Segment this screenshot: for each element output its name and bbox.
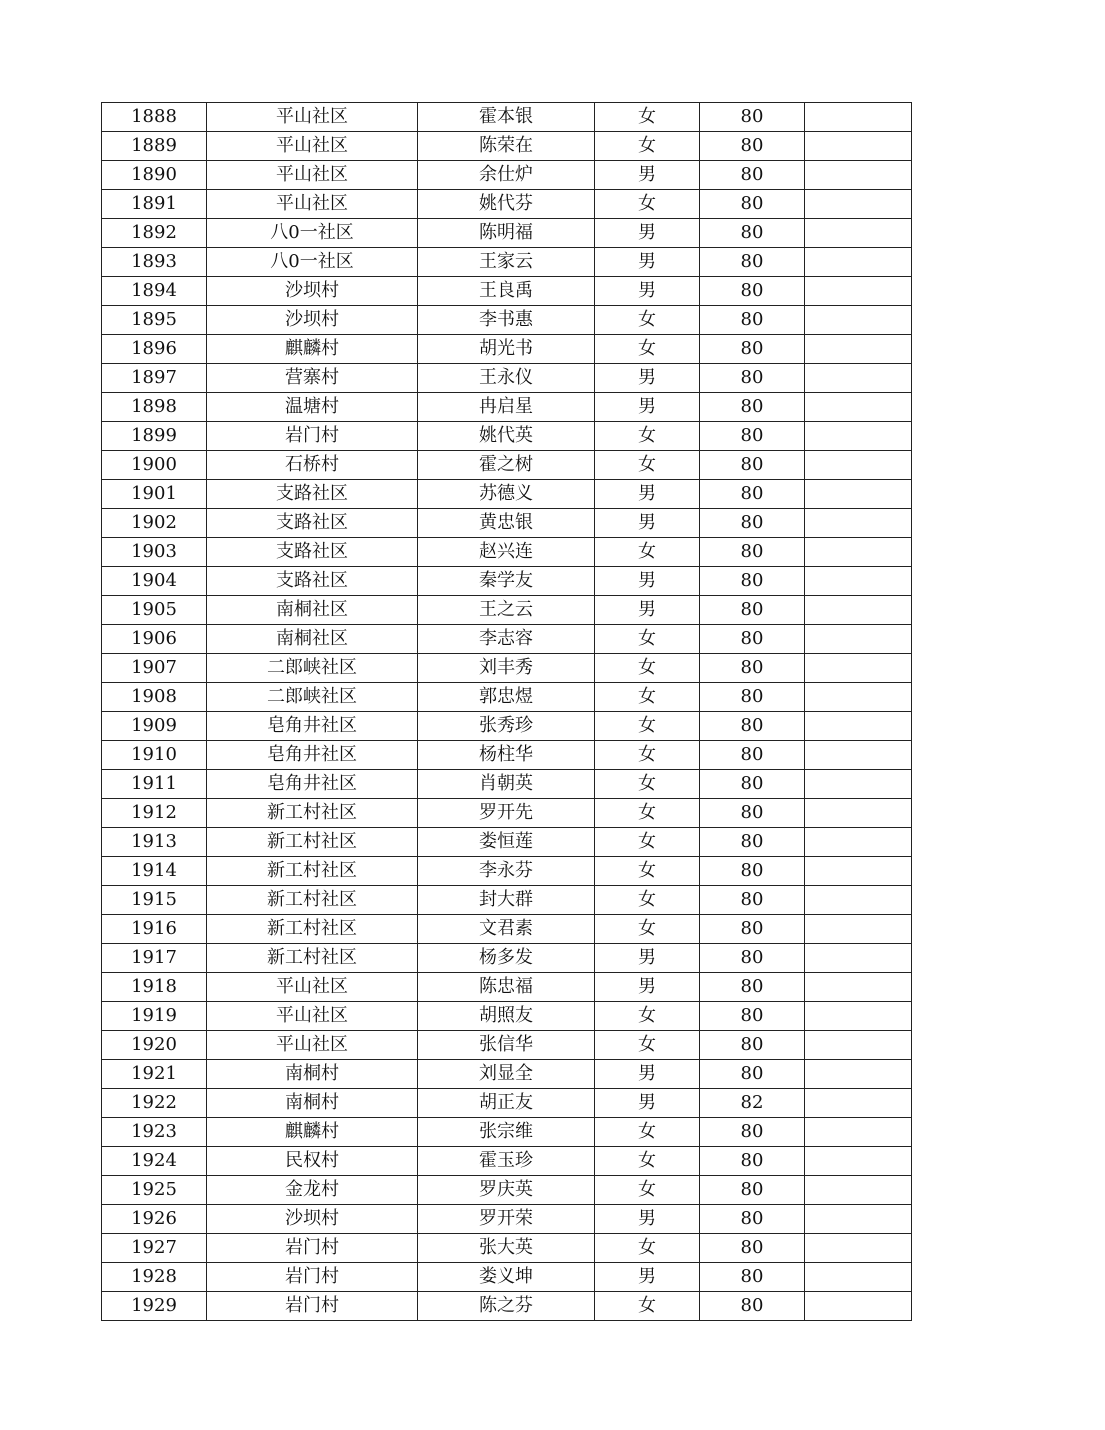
table-row [102, 132, 912, 161]
cell-name: 余仕炉 [418, 161, 595, 190]
cell-community: 石桥村 [207, 451, 418, 480]
cell-serial-number: 1894 [102, 277, 207, 306]
cell-community: 八0一社区 [207, 248, 418, 277]
cell-sex: 男 [595, 161, 700, 190]
cell-sex: 男 [595, 973, 700, 1002]
cell-age: 80 [700, 393, 805, 422]
cell-sex: 女 [595, 770, 700, 799]
cell-sex: 女 [595, 712, 700, 741]
cell-serial-number: 1896 [102, 335, 207, 364]
cell-age: 80 [700, 538, 805, 567]
cell-community: 支路社区 [207, 480, 418, 509]
table-row [102, 248, 912, 277]
cell-age: 80 [700, 973, 805, 1002]
cell-serial-number: 1922 [102, 1089, 207, 1118]
cell-name: 张信华 [418, 1031, 595, 1060]
cell-serial-number: 1916 [102, 915, 207, 944]
cell-name: 杨柱华 [418, 741, 595, 770]
cell-community: 麒麟村 [207, 1118, 418, 1147]
cell-note [805, 1118, 912, 1147]
cell-sex: 女 [595, 335, 700, 364]
cell-age: 80 [700, 857, 805, 886]
cell-name: 苏德义 [418, 480, 595, 509]
cell-serial-number: 1921 [102, 1060, 207, 1089]
cell-note [805, 857, 912, 886]
cell-age: 80 [700, 480, 805, 509]
cell-community: 岩门村 [207, 1292, 418, 1321]
cell-note [805, 190, 912, 219]
table-row [102, 944, 912, 973]
cell-note [805, 132, 912, 161]
cell-age: 80 [700, 422, 805, 451]
cell-community: 平山社区 [207, 161, 418, 190]
cell-sex: 男 [595, 1089, 700, 1118]
cell-community: 平山社区 [207, 132, 418, 161]
cell-serial-number: 1927 [102, 1234, 207, 1263]
cell-name: 王家云 [418, 248, 595, 277]
cell-note [805, 799, 912, 828]
cell-community: 新工村社区 [207, 857, 418, 886]
cell-community: 民权村 [207, 1147, 418, 1176]
cell-note [805, 538, 912, 567]
table-row [102, 1002, 912, 1031]
cell-serial-number: 1918 [102, 973, 207, 1002]
cell-community: 岩门村 [207, 422, 418, 451]
cell-name: 肖朝英 [418, 770, 595, 799]
cell-serial-number: 1924 [102, 1147, 207, 1176]
cell-name: 罗开先 [418, 799, 595, 828]
cell-sex: 男 [595, 1060, 700, 1089]
table-row [102, 190, 912, 219]
cell-note [805, 306, 912, 335]
cell-age: 82 [700, 1089, 805, 1118]
table-row [102, 654, 912, 683]
cell-note [805, 161, 912, 190]
cell-serial-number: 1929 [102, 1292, 207, 1321]
cell-name: 王永仪 [418, 364, 595, 393]
cell-age: 80 [700, 1060, 805, 1089]
cell-note [805, 277, 912, 306]
cell-sex: 男 [595, 219, 700, 248]
cell-age: 80 [700, 306, 805, 335]
cell-community: 平山社区 [207, 1002, 418, 1031]
cell-serial-number: 1910 [102, 741, 207, 770]
cell-name: 杨多发 [418, 944, 595, 973]
cell-name: 张秀珍 [418, 712, 595, 741]
cell-sex: 女 [595, 1292, 700, 1321]
cell-name: 霍玉珍 [418, 1147, 595, 1176]
cell-age: 80 [700, 1147, 805, 1176]
cell-community: 二郎峡社区 [207, 683, 418, 712]
cell-serial-number: 1920 [102, 1031, 207, 1060]
cell-sex: 女 [595, 828, 700, 857]
cell-note [805, 915, 912, 944]
roster-table [101, 102, 912, 1321]
cell-name: 文君素 [418, 915, 595, 944]
cell-age: 80 [700, 277, 805, 306]
cell-note [805, 886, 912, 915]
cell-note [805, 712, 912, 741]
cell-sex: 女 [595, 132, 700, 161]
cell-sex: 女 [595, 422, 700, 451]
table-row [102, 509, 912, 538]
cell-community: 皂角井社区 [207, 712, 418, 741]
cell-sex: 女 [595, 741, 700, 770]
cell-serial-number: 1911 [102, 770, 207, 799]
cell-age: 80 [700, 654, 805, 683]
cell-sex: 女 [595, 190, 700, 219]
cell-community: 支路社区 [207, 567, 418, 596]
cell-community: 平山社区 [207, 1031, 418, 1060]
cell-sex: 女 [595, 1031, 700, 1060]
cell-age: 80 [700, 103, 805, 132]
table-row [102, 1205, 912, 1234]
cell-serial-number: 1906 [102, 625, 207, 654]
cell-note [805, 828, 912, 857]
cell-community: 新工村社区 [207, 886, 418, 915]
cell-name: 胡光书 [418, 335, 595, 364]
cell-community: 营寨村 [207, 364, 418, 393]
cell-serial-number: 1917 [102, 944, 207, 973]
cell-serial-number: 1915 [102, 886, 207, 915]
cell-community: 皂角井社区 [207, 770, 418, 799]
cell-name: 李书惠 [418, 306, 595, 335]
cell-community: 新工村社区 [207, 799, 418, 828]
cell-sex: 女 [595, 538, 700, 567]
table-row [102, 1147, 912, 1176]
cell-sex: 女 [595, 915, 700, 944]
cell-age: 80 [700, 596, 805, 625]
table-row [102, 1031, 912, 1060]
table-row [102, 886, 912, 915]
cell-note [805, 944, 912, 973]
cell-community: 金龙村 [207, 1176, 418, 1205]
table-row [102, 277, 912, 306]
cell-community: 南桐村 [207, 1089, 418, 1118]
cell-sex: 男 [595, 393, 700, 422]
cell-age: 80 [700, 509, 805, 538]
cell-age: 80 [700, 712, 805, 741]
cell-community: 新工村社区 [207, 828, 418, 857]
cell-name: 黄忠银 [418, 509, 595, 538]
cell-age: 80 [700, 828, 805, 857]
cell-age: 80 [700, 625, 805, 654]
cell-note [805, 654, 912, 683]
cell-community: 平山社区 [207, 190, 418, 219]
cell-serial-number: 1888 [102, 103, 207, 132]
cell-name: 封大群 [418, 886, 595, 915]
cell-serial-number: 1914 [102, 857, 207, 886]
cell-note [805, 480, 912, 509]
table-row [102, 915, 912, 944]
cell-age: 80 [700, 741, 805, 770]
cell-community: 麒麟村 [207, 335, 418, 364]
cell-serial-number: 1923 [102, 1118, 207, 1147]
cell-age: 80 [700, 770, 805, 799]
cell-community: 平山社区 [207, 103, 418, 132]
cell-community: 岩门村 [207, 1263, 418, 1292]
cell-note [805, 219, 912, 248]
cell-note [805, 422, 912, 451]
cell-age: 80 [700, 451, 805, 480]
cell-note [805, 770, 912, 799]
cell-age: 80 [700, 335, 805, 364]
cell-note [805, 393, 912, 422]
cell-age: 80 [700, 132, 805, 161]
table-row [102, 1089, 912, 1118]
cell-serial-number: 1892 [102, 219, 207, 248]
cell-age: 80 [700, 915, 805, 944]
cell-community: 南桐社区 [207, 596, 418, 625]
cell-community: 南桐社区 [207, 625, 418, 654]
cell-name: 陈之芬 [418, 1292, 595, 1321]
cell-serial-number: 1919 [102, 1002, 207, 1031]
cell-note [805, 596, 912, 625]
cell-note [805, 1176, 912, 1205]
cell-age: 80 [700, 219, 805, 248]
cell-age: 80 [700, 1205, 805, 1234]
cell-community: 支路社区 [207, 509, 418, 538]
cell-sex: 男 [595, 567, 700, 596]
table-row [102, 741, 912, 770]
cell-name: 娄义坤 [418, 1263, 595, 1292]
cell-age: 80 [700, 1118, 805, 1147]
cell-age: 80 [700, 248, 805, 277]
cell-name: 张大英 [418, 1234, 595, 1263]
cell-sex: 男 [595, 944, 700, 973]
table-row [102, 1292, 912, 1321]
cell-note [805, 1205, 912, 1234]
cell-age: 80 [700, 567, 805, 596]
table-row [102, 103, 912, 132]
cell-serial-number: 1912 [102, 799, 207, 828]
cell-serial-number: 1913 [102, 828, 207, 857]
table-row [102, 625, 912, 654]
cell-age: 80 [700, 161, 805, 190]
cell-sex: 女 [595, 1118, 700, 1147]
table-row [102, 480, 912, 509]
cell-age: 80 [700, 799, 805, 828]
cell-name: 陈荣在 [418, 132, 595, 161]
cell-note [805, 683, 912, 712]
cell-serial-number: 1905 [102, 596, 207, 625]
cell-community: 沙坝村 [207, 277, 418, 306]
table-row [102, 306, 912, 335]
cell-serial-number: 1904 [102, 567, 207, 596]
table-row [102, 219, 912, 248]
table-row [102, 393, 912, 422]
cell-note [805, 1234, 912, 1263]
table-row [102, 1060, 912, 1089]
cell-note [805, 625, 912, 654]
cell-serial-number: 1925 [102, 1176, 207, 1205]
cell-serial-number: 1900 [102, 451, 207, 480]
cell-age: 80 [700, 1263, 805, 1292]
cell-name: 郭忠煜 [418, 683, 595, 712]
cell-age: 80 [700, 886, 805, 915]
table-row [102, 1176, 912, 1205]
cell-sex: 女 [595, 857, 700, 886]
cell-serial-number: 1928 [102, 1263, 207, 1292]
table-row [102, 1263, 912, 1292]
cell-sex: 男 [595, 596, 700, 625]
cell-sex: 男 [595, 248, 700, 277]
cell-serial-number: 1897 [102, 364, 207, 393]
table-row [102, 364, 912, 393]
cell-community: 温塘村 [207, 393, 418, 422]
cell-name: 霍之树 [418, 451, 595, 480]
table-row [102, 422, 912, 451]
table-row [102, 712, 912, 741]
cell-serial-number: 1909 [102, 712, 207, 741]
cell-sex: 女 [595, 683, 700, 712]
cell-serial-number: 1908 [102, 683, 207, 712]
cell-note [805, 1031, 912, 1060]
cell-community: 新工村社区 [207, 915, 418, 944]
cell-community: 沙坝村 [207, 306, 418, 335]
cell-serial-number: 1891 [102, 190, 207, 219]
table-row [102, 857, 912, 886]
cell-name: 王之云 [418, 596, 595, 625]
cell-name: 陈忠福 [418, 973, 595, 1002]
cell-age: 80 [700, 1176, 805, 1205]
table-row [102, 1234, 912, 1263]
cell-note [805, 1089, 912, 1118]
table-row [102, 596, 912, 625]
cell-note [805, 973, 912, 1002]
table-row [102, 828, 912, 857]
cell-age: 80 [700, 190, 805, 219]
cell-age: 80 [700, 1031, 805, 1060]
table-row [102, 973, 912, 1002]
cell-name: 陈明福 [418, 219, 595, 248]
cell-note [805, 1060, 912, 1089]
cell-community: 支路社区 [207, 538, 418, 567]
cell-note [805, 509, 912, 538]
cell-note [805, 335, 912, 364]
cell-name: 胡照友 [418, 1002, 595, 1031]
table-row [102, 799, 912, 828]
cell-community: 南桐村 [207, 1060, 418, 1089]
table-row [102, 770, 912, 799]
table-row [102, 1118, 912, 1147]
cell-sex: 女 [595, 451, 700, 480]
cell-name: 罗庆英 [418, 1176, 595, 1205]
cell-name: 王良禹 [418, 277, 595, 306]
cell-sex: 男 [595, 277, 700, 306]
cell-sex: 女 [595, 1234, 700, 1263]
cell-name: 姚代芬 [418, 190, 595, 219]
cell-note [805, 741, 912, 770]
cell-name: 罗开荣 [418, 1205, 595, 1234]
cell-serial-number: 1907 [102, 654, 207, 683]
cell-name: 李志容 [418, 625, 595, 654]
cell-name: 胡正友 [418, 1089, 595, 1118]
cell-community: 岩门村 [207, 1234, 418, 1263]
cell-serial-number: 1890 [102, 161, 207, 190]
cell-name: 李永芬 [418, 857, 595, 886]
cell-community: 平山社区 [207, 973, 418, 1002]
cell-note [805, 1147, 912, 1176]
cell-note [805, 1292, 912, 1321]
cell-name: 刘丰秀 [418, 654, 595, 683]
cell-age: 80 [700, 1234, 805, 1263]
table-row [102, 335, 912, 364]
cell-sex: 女 [595, 625, 700, 654]
cell-sex: 男 [595, 1263, 700, 1292]
cell-note [805, 567, 912, 596]
roster-table-body [102, 103, 912, 1321]
cell-note [805, 103, 912, 132]
cell-note [805, 1263, 912, 1292]
table-row [102, 538, 912, 567]
cell-age: 80 [700, 944, 805, 973]
cell-sex: 女 [595, 799, 700, 828]
cell-sex: 女 [595, 654, 700, 683]
cell-name: 赵兴连 [418, 538, 595, 567]
cell-sex: 女 [595, 886, 700, 915]
cell-name: 刘显全 [418, 1060, 595, 1089]
cell-serial-number: 1926 [102, 1205, 207, 1234]
cell-sex: 女 [595, 306, 700, 335]
cell-note [805, 248, 912, 277]
cell-age: 80 [700, 364, 805, 393]
cell-serial-number: 1889 [102, 132, 207, 161]
cell-age: 80 [700, 1292, 805, 1321]
cell-note [805, 1002, 912, 1031]
cell-community: 皂角井社区 [207, 741, 418, 770]
cell-sex: 男 [595, 1205, 700, 1234]
cell-name: 姚代英 [418, 422, 595, 451]
cell-sex: 男 [595, 364, 700, 393]
cell-name: 娄恒莲 [418, 828, 595, 857]
cell-serial-number: 1899 [102, 422, 207, 451]
cell-note [805, 451, 912, 480]
cell-serial-number: 1898 [102, 393, 207, 422]
cell-sex: 女 [595, 1147, 700, 1176]
cell-note [805, 364, 912, 393]
cell-name: 冉启星 [418, 393, 595, 422]
cell-community: 新工村社区 [207, 944, 418, 973]
table-row [102, 161, 912, 190]
cell-community: 沙坝村 [207, 1205, 418, 1234]
cell-age: 80 [700, 1002, 805, 1031]
cell-serial-number: 1901 [102, 480, 207, 509]
table-row [102, 683, 912, 712]
cell-sex: 男 [595, 480, 700, 509]
cell-serial-number: 1903 [102, 538, 207, 567]
cell-community: 八0一社区 [207, 219, 418, 248]
cell-sex: 男 [595, 509, 700, 538]
cell-age: 80 [700, 683, 805, 712]
cell-serial-number: 1902 [102, 509, 207, 538]
cell-serial-number: 1893 [102, 248, 207, 277]
table-row [102, 451, 912, 480]
cell-serial-number: 1895 [102, 306, 207, 335]
cell-name: 霍本银 [418, 103, 595, 132]
cell-sex: 女 [595, 1002, 700, 1031]
table-row [102, 567, 912, 596]
cell-name: 秦学友 [418, 567, 595, 596]
cell-sex: 女 [595, 1176, 700, 1205]
cell-name: 张宗维 [418, 1118, 595, 1147]
cell-sex: 女 [595, 103, 700, 132]
cell-community: 二郎峡社区 [207, 654, 418, 683]
